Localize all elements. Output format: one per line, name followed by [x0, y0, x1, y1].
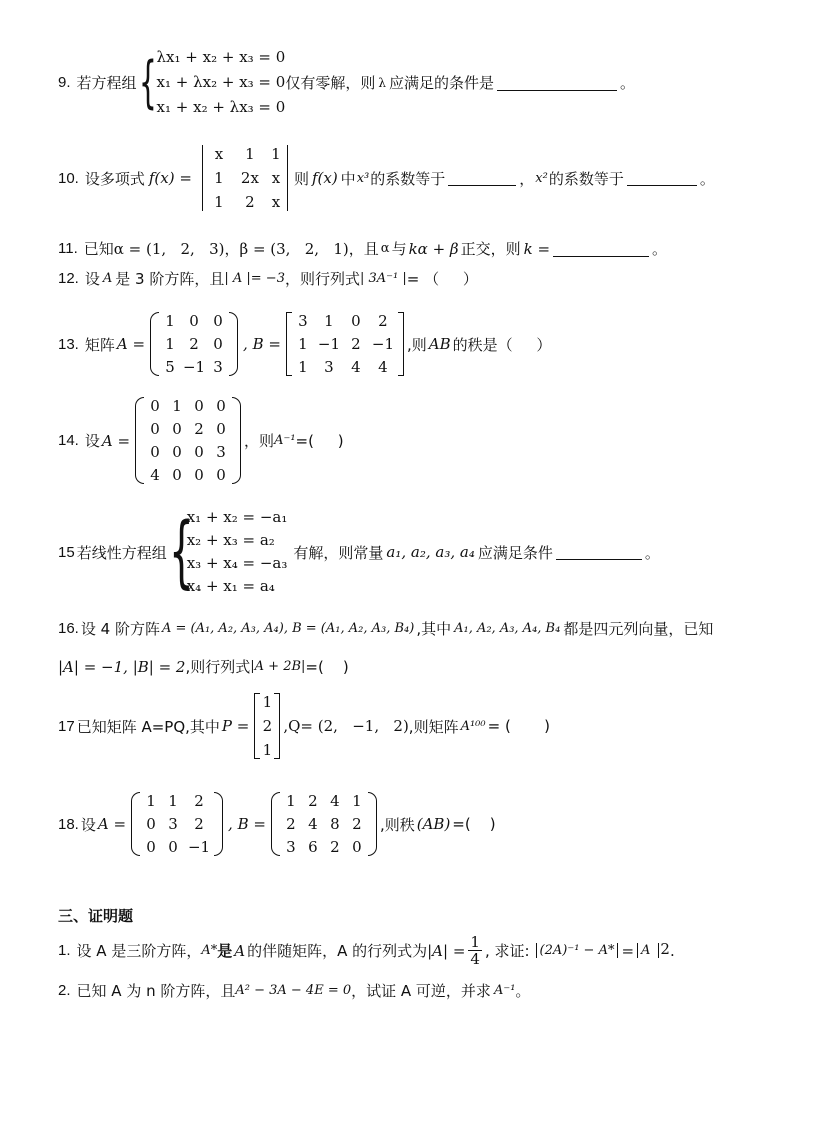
equation-list [187, 506, 288, 598]
matrix-entry: 1 [352, 792, 362, 810]
determinant-condition: | A |= −3 [224, 271, 285, 286]
matrix-entry: 3 [168, 815, 178, 833]
separator: ， [224, 240, 240, 258]
matrix-entry: 2 [194, 815, 204, 833]
question-text: 是 3 阶方阵，且 [115, 270, 225, 288]
bracket-right [398, 312, 404, 376]
proof-text: 是 [217, 942, 233, 960]
fraction [468, 934, 482, 967]
product-label: AB [428, 335, 451, 353]
matrix-label: A = [101, 431, 131, 450]
inverse-label: A⁻¹ [493, 983, 516, 998]
rank-expression: (AB) [416, 815, 451, 833]
question-text: ，则行列式 [284, 270, 360, 288]
matrix-entry: 0 [146, 815, 156, 833]
left-brace: { [168, 507, 194, 597]
matrix-entry: 0 [189, 312, 199, 330]
matrix-entry: 0 [216, 397, 226, 415]
determinant-condition: |A| = −1, |B| = 2 [58, 657, 186, 676]
power-term: x² [535, 170, 548, 186]
answer-blank[interactable] [553, 241, 649, 257]
question-text: 若方程组 [76, 74, 137, 92]
proof-text: 设 A 是三阶方阵， [76, 942, 202, 960]
rhs: A [641, 943, 651, 958]
question-end: 。 [699, 169, 715, 188]
question-text: 则 [293, 169, 309, 188]
question-text: 设 [84, 432, 100, 450]
matrix-equation: A² − 3A − 4E = 0 [235, 983, 352, 998]
matrix-entry: 1 [262, 741, 273, 759]
matrix-entry: 2 [189, 335, 199, 353]
det-bar-right [287, 145, 288, 211]
question-number: 14. [58, 432, 79, 449]
question-text: 已知 [83, 240, 114, 258]
matrix-Q: ,Q= (2, −1, 2) [283, 717, 409, 735]
matrix-entry: 0 [194, 466, 204, 484]
matrix-entry: 0 [216, 420, 226, 438]
answer-parentheses[interactable]: =( ) [295, 431, 344, 450]
question-14 [58, 397, 344, 484]
question-text: 都是四元列向量，已知 [563, 620, 714, 638]
matrix-entry: 4 [330, 792, 340, 810]
vector-list: A₁, A₂, A₃, A₄, B₄ [454, 621, 561, 636]
matrix-entry: 1 [172, 397, 182, 415]
proof-text: 的伴随矩阵，A 的行列式为 [247, 942, 428, 960]
lambda-symbol: λ [378, 75, 386, 90]
alpha-symbol: α [380, 241, 390, 256]
question-text: 若线性方程组 [76, 543, 167, 562]
matrix-entry: 0 [172, 466, 182, 484]
question-17 [58, 693, 550, 759]
equals-sign: = [621, 941, 635, 960]
fraction-numerator: 1 [470, 933, 480, 951]
matrix-entry: −1 [371, 335, 395, 353]
question-text: 应满足条件 [477, 543, 553, 562]
equation: x₂ + x₃ = a₂ [186, 531, 275, 549]
matrix-entry: 0 [213, 312, 223, 330]
question-13 [58, 312, 551, 376]
matrix-entry: x [271, 193, 281, 211]
paren-left [131, 792, 140, 856]
question-number: 18. [58, 815, 79, 833]
matrix-A [150, 312, 238, 376]
matrix-entry: 0 [172, 420, 182, 438]
question-15 [58, 506, 660, 598]
question-text: 的系数等于 [370, 169, 446, 188]
matrix-entry: 1 [214, 169, 224, 187]
question-16-line-1 [58, 618, 713, 639]
matrix-entry: 1 [146, 792, 156, 810]
proof-2 [58, 980, 530, 1001]
matrix-entry: 0 [351, 312, 361, 330]
matrix-entry: 4 [378, 358, 388, 376]
question-text: 设 [84, 270, 100, 288]
matrix-entry: 2x [240, 169, 259, 187]
answer-parentheses[interactable]: =( ) [452, 815, 496, 833]
question-text: 矩阵 [84, 335, 115, 354]
question-number: 13. [58, 335, 79, 353]
matrix-entry: 3 [324, 358, 334, 376]
answer-blank[interactable] [556, 544, 642, 560]
proof-1 [58, 934, 675, 967]
matrix-entry: 1 [324, 312, 334, 330]
proof-text: , 求证: [484, 942, 530, 960]
matrix-entry: 2 [352, 815, 362, 833]
matrix-label: A = [116, 335, 146, 353]
matrix-entry: 2 [194, 420, 204, 438]
question-text: 应满足的条件是 [388, 74, 494, 92]
matrix-entry: 0 [168, 838, 178, 856]
matrix-entry: 1 [214, 193, 224, 211]
equation-list [157, 45, 286, 120]
question-text: 已知矩阵 A=PQ,其中 [76, 717, 220, 736]
matrix-entry: 3 [216, 443, 226, 461]
question-number: 11. [58, 240, 78, 257]
equation-system [137, 45, 286, 120]
answer-parentheses[interactable]: =( ) [305, 657, 349, 676]
question-text: 仅有零解，则 [285, 74, 376, 92]
expression: (2A)⁻¹ − A* [539, 943, 615, 958]
matrix-grid [260, 693, 274, 759]
proof-end: . [669, 941, 675, 960]
matrix-entry: x [214, 145, 224, 163]
question-text: ，且 [348, 240, 379, 258]
determinant-expression: |A + 2B| [250, 659, 306, 674]
question-number: 17 [58, 717, 75, 735]
power-label: A¹⁰⁰ [460, 718, 486, 734]
matrix-entry: −1 [187, 838, 211, 856]
matrix-entry: 4 [351, 358, 361, 376]
equation: x₁ + x₂ = −a₁ [186, 508, 288, 526]
matrix-entry: 2 [330, 838, 340, 856]
matrix-entry: 1 [168, 792, 178, 810]
matrix-entry: 2 [262, 717, 273, 735]
matrix-label: A = [97, 815, 127, 833]
proof-end: 。 [515, 982, 531, 1000]
question-text: 与 [391, 240, 407, 258]
matrix-entry: 0 [352, 838, 362, 856]
paren-right [368, 792, 377, 856]
answer-blank[interactable] [448, 170, 516, 186]
k-label: k = [523, 239, 551, 258]
matrix-A [131, 792, 223, 856]
equation-system [167, 506, 288, 598]
matrix-symbol: A [234, 941, 246, 960]
matrix-entry: 0 [172, 443, 182, 461]
question-text: 设多项式 [84, 169, 145, 188]
paren-right [232, 397, 241, 484]
question-18 [58, 792, 496, 856]
matrix-entry: 1 [165, 312, 175, 330]
constants-list: a₁, a₂, a₃, a₄ [386, 543, 475, 561]
matrix-grid [159, 312, 229, 376]
question-text: 有解，则常量 [293, 543, 384, 562]
matrix-entry: 3 [213, 358, 223, 376]
left-brace: { [138, 49, 157, 115]
matrix-A [135, 397, 241, 484]
question-number: 10. [58, 169, 79, 187]
proof-number: 2. [58, 982, 71, 999]
matrix-entry: x [271, 169, 281, 187]
question-12 [58, 268, 478, 289]
paren-left [271, 792, 280, 856]
matrix-P [254, 693, 280, 759]
matrix-entry: 3 [298, 312, 308, 330]
question-text: ,则秩 [379, 815, 415, 834]
matrix-entry: 0 [213, 335, 223, 353]
matrix-grid [280, 792, 368, 856]
matrix-entry: 1 [298, 358, 308, 376]
determinant [199, 145, 291, 211]
question-text: ,其中 [416, 620, 452, 638]
determinant-label: |A| = [427, 941, 466, 960]
question-end: 。 [619, 74, 635, 92]
matrix-entry: 5 [165, 358, 175, 376]
determinant-grid [206, 145, 284, 211]
function-label: f(x) = [148, 169, 192, 187]
equation: λx₁ + x₂ + x₃ = 0 [156, 48, 286, 66]
matrix-label: , B = [243, 335, 281, 353]
matrix-entry: 0 [150, 420, 160, 438]
equation: x₄ + x₁ = a₄ [186, 577, 275, 595]
question-text: ,则 [406, 335, 427, 354]
fraction-denominator: 4 [470, 950, 480, 968]
question-text: ,则行列式 [185, 658, 251, 676]
matrix-entry: 1 [271, 145, 281, 163]
question-16-line-2 [58, 656, 349, 677]
matrix-grid [140, 792, 214, 856]
question-end: 。 [644, 543, 660, 562]
determinant-expression: | 3A⁻¹ | [359, 271, 407, 286]
question-11 [58, 238, 667, 259]
answer-parentheses[interactable]: = ( ) [487, 717, 551, 735]
matrix-B [286, 312, 404, 376]
power-term: x³ [356, 170, 370, 186]
matrix-entry: 1 [245, 145, 255, 163]
question-number: 12. [58, 270, 79, 287]
matrix-entry: 2 [378, 312, 388, 330]
inverse-label: A⁻¹ [274, 433, 296, 448]
rhs-abs [637, 943, 659, 958]
question-text: 的系数等于 [548, 169, 624, 188]
matrix-entry: 3 [286, 838, 296, 856]
proof-number: 1. [58, 942, 71, 959]
paren-left [150, 312, 159, 376]
matrix-entry: 0 [194, 397, 204, 415]
equation: x₃ + x₄ = −a₃ [186, 554, 288, 572]
matrix-entry: 2 [194, 792, 204, 810]
matrix-entry: 0 [216, 466, 226, 484]
paren-right [214, 792, 223, 856]
matrix-entry: 6 [308, 838, 318, 856]
answer-parentheses[interactable]: 的秩是（ ） [452, 335, 552, 354]
answer-blank[interactable] [497, 75, 617, 91]
vector-beta: β = (3, 2, 1) [239, 239, 349, 258]
matrix-B [271, 792, 377, 856]
question-text: 正交，则 [460, 240, 521, 258]
matrix-definition: A = (A₁, A₂, A₃, A₄), B = (A₁, A₂, A₃, B₄) [161, 621, 415, 636]
matrix-entry: 0 [150, 443, 160, 461]
equation: x₁ + x₂ + λx₃ = 0 [156, 98, 286, 116]
question-9 [58, 45, 635, 120]
proof-text: ，试证 A 可逆，并求 [351, 982, 491, 1000]
matrix-entry: 2 [308, 792, 318, 810]
vector-alpha: α = (1, 2, 3) [113, 239, 225, 258]
question-text: 中 [340, 169, 356, 188]
matrix-grid [292, 312, 398, 376]
question-number: 9. [58, 74, 71, 91]
exponent: 2 [660, 939, 670, 958]
matrix-entry: −1 [317, 335, 341, 353]
matrix-entry: 2 [351, 335, 361, 353]
question-text: 设 [80, 815, 96, 834]
matrix-entry: 1 [298, 335, 308, 353]
matrix-entry: 1 [262, 693, 273, 711]
question-10 [58, 145, 715, 211]
matrix-entry: 4 [308, 815, 318, 833]
question-text: ，则 [244, 432, 275, 450]
matrix-entry: 0 [194, 443, 204, 461]
matrix-entry: −1 [182, 358, 206, 376]
matrix-grid [144, 397, 232, 484]
equation: x₁ + λx₂ + x₃ = 0 [156, 73, 286, 91]
question-end: 。 [652, 240, 668, 258]
linear-combination: kα + β [408, 239, 459, 258]
matrix-entry: 1 [286, 792, 296, 810]
matrix-entry: 0 [150, 397, 160, 415]
section-title: 三、证明题 [58, 907, 134, 925]
det-bar-left [202, 145, 203, 211]
proof-text: 已知 A 为 n 阶方阵，且 [76, 982, 236, 1000]
question-text: 设 4 阶方阵 [80, 620, 160, 638]
question-number: 15 [58, 543, 75, 561]
question-number: 16. [58, 620, 79, 637]
bracket-right [274, 693, 280, 759]
matrix-entry: 2 [245, 193, 255, 211]
paren-right [229, 312, 238, 376]
matrix-entry: 2 [286, 815, 296, 833]
answer-blank[interactable] [627, 170, 697, 186]
matrix-entry: 4 [150, 466, 160, 484]
matrix-label: , B = [228, 815, 266, 833]
question-text: ,则矩阵 [408, 717, 459, 736]
paren-left [135, 397, 144, 484]
matrix-label: P = [221, 717, 250, 735]
separator: ， [519, 169, 535, 188]
matrix-entry: 1 [165, 335, 175, 353]
matrix-entry: 0 [146, 838, 156, 856]
matrix-entry: 8 [330, 815, 340, 833]
adjugate-symbol: A* [201, 943, 218, 958]
function-label: f(x) [311, 169, 338, 187]
expression-abs [536, 943, 619, 958]
matrix-symbol: A [102, 271, 113, 286]
answer-parentheses[interactable]: = （ ） [406, 270, 478, 288]
